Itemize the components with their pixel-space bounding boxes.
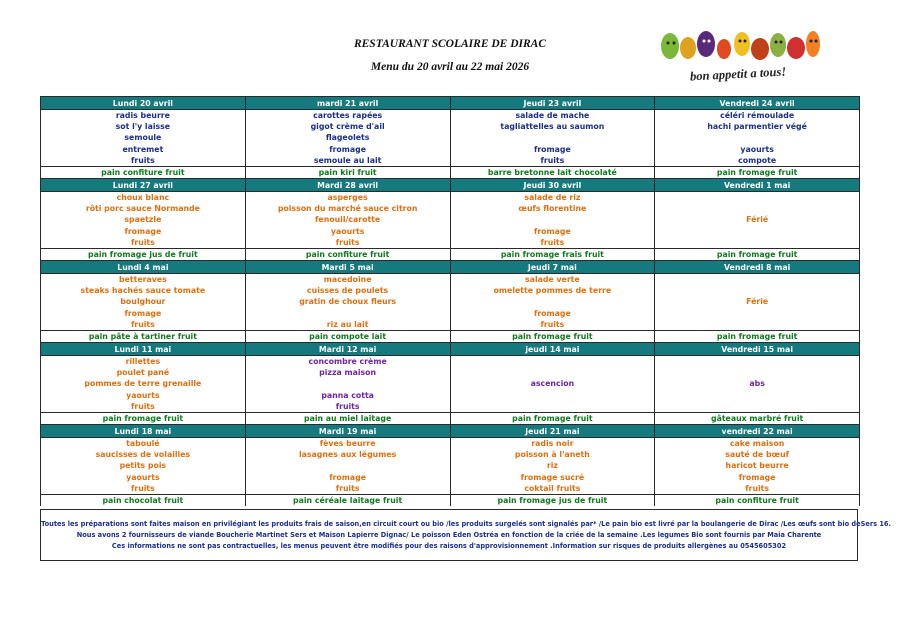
day-note: Férie bbox=[746, 297, 769, 307]
menu-item: fruits bbox=[540, 319, 565, 329]
page-title: RESTAURANT SCOLAIRE DE DIRAC bbox=[353, 38, 547, 50]
menu-item: poulet pané bbox=[116, 368, 170, 378]
menu-item: hachi parmentier végé bbox=[707, 122, 807, 132]
menu-item: yaourts bbox=[126, 472, 160, 482]
snack-item: gâteaux marbré fruit bbox=[655, 413, 860, 425]
menu-item: semoule au lait bbox=[313, 155, 382, 165]
menu-item: haricot beurre bbox=[725, 461, 789, 471]
day-header: Lundi 27 avril bbox=[41, 179, 246, 192]
day-header: Vendredi 1 mai bbox=[655, 179, 860, 192]
day-header: vendredi 22 mai bbox=[655, 425, 860, 438]
day-header: Lundi 18 mai bbox=[41, 425, 246, 438]
menu-item: œufs florentine bbox=[518, 204, 587, 214]
menu-item: fruits bbox=[130, 237, 155, 247]
menu-item: fruits bbox=[335, 401, 360, 411]
day-header: Mardi 28 avril bbox=[245, 179, 450, 192]
menu-item: céléri rémoulade bbox=[720, 111, 795, 120]
day-header: Vendredi 8 mai bbox=[655, 261, 860, 274]
day-menu bbox=[41, 110, 246, 167]
menu-item bbox=[451, 214, 655, 225]
menu-item: boulghour bbox=[120, 297, 166, 307]
information-notes bbox=[40, 509, 891, 561]
menu-item: salade verte bbox=[525, 275, 580, 284]
menu-item: radis noir bbox=[531, 439, 574, 448]
menu-item: fromage bbox=[533, 226, 571, 236]
day-header: Jeudi 21 mai bbox=[450, 425, 655, 438]
menu-item: omelette pommes de terre bbox=[493, 286, 612, 296]
menu-item: fromage bbox=[738, 472, 776, 482]
note-line: Toutes les préparations sont faites maison en privilégiant les produits frais de saison,en circuit court ou bio /les produits surgelés sont signalés par* /Le pain bio est livré par la boulangerie de Dirac /Les œufs sont bio deSers 16. bbox=[41, 520, 891, 528]
menu-item: lasagnes aux légumes bbox=[298, 450, 397, 460]
day-menu bbox=[450, 438, 655, 495]
menu-item: fenouil/carotte bbox=[315, 215, 381, 225]
menu-item: yaourts bbox=[126, 390, 160, 400]
day-header: Vendredi 24 avril bbox=[655, 97, 860, 110]
menu-item: fruits bbox=[335, 483, 360, 493]
menu-item: fruits bbox=[540, 155, 565, 165]
menu-item: cake maison bbox=[729, 439, 785, 448]
snack-item: pain kiri fruit bbox=[245, 167, 450, 179]
day-menu bbox=[41, 274, 246, 331]
snack-item: pain fromage jus de fruit bbox=[41, 249, 246, 261]
day-note: abs bbox=[749, 379, 765, 389]
day-menu bbox=[450, 356, 655, 413]
menu-item: gratin de choux fleurs bbox=[299, 297, 397, 307]
menu-item: steaks hachés sauce tomate bbox=[80, 286, 206, 296]
weekly-menu-table bbox=[40, 96, 860, 506]
snack-item: pain au miel laitage bbox=[245, 413, 450, 425]
menu-item: pommes de terre grenaille bbox=[84, 379, 202, 389]
snack-item: pain compote lait bbox=[245, 331, 450, 343]
menu-item: radis beurre bbox=[115, 111, 170, 120]
menu-item: fruits bbox=[540, 237, 565, 247]
day-menu bbox=[245, 438, 450, 495]
menu-item: tagliattelles au saumon bbox=[500, 122, 605, 132]
snack-item: pain pâte à tartiner fruit bbox=[41, 331, 246, 343]
menu-item: pizza maison bbox=[319, 368, 377, 378]
menu-item: choux blanc bbox=[116, 193, 170, 202]
day-note: Férié bbox=[746, 215, 769, 225]
day-header: Jeudi 7 mai bbox=[450, 261, 655, 274]
menu-item: fromage bbox=[533, 308, 571, 318]
snack-item: pain fromage jus de fruit bbox=[450, 495, 655, 507]
menu-item: spaetzle bbox=[124, 215, 162, 225]
snack-item: pain confiture fruit bbox=[655, 495, 860, 507]
snack-item: pain fromage fruit bbox=[655, 249, 860, 261]
day-menu bbox=[450, 192, 655, 249]
menu-item bbox=[451, 296, 655, 307]
menu-item: fruits bbox=[130, 483, 155, 493]
menu-item: macedoine bbox=[323, 275, 372, 284]
day-header: Jeudi 23 avril bbox=[450, 97, 655, 110]
day-menu bbox=[245, 110, 450, 167]
snack-item: barre bretonne lait chocolaté bbox=[450, 167, 655, 179]
menu-item: concombre crème bbox=[308, 357, 387, 366]
snack-item: pain céréale laitage fruit bbox=[245, 495, 450, 507]
day-header: Lundi 4 mai bbox=[41, 261, 246, 274]
menu-item bbox=[655, 132, 859, 143]
day-menu bbox=[655, 192, 860, 249]
menu-item: cuisses de poulets bbox=[307, 286, 389, 296]
menu-item: poisson du marché sauce citron bbox=[277, 204, 418, 214]
menu-item: rillettes bbox=[125, 357, 161, 366]
day-header: Mardi 5 mai bbox=[245, 261, 450, 274]
day-header: jeudi 14 mai bbox=[450, 343, 655, 356]
menu-item bbox=[246, 308, 450, 319]
menu-item: fromage bbox=[329, 472, 367, 482]
day-menu bbox=[245, 192, 450, 249]
menu-item: yaourts bbox=[330, 226, 365, 236]
menu-item: riz bbox=[546, 461, 558, 471]
menu-item bbox=[246, 460, 450, 471]
menu-item: fruits bbox=[335, 237, 360, 247]
day-header: Vendredi 15 mai bbox=[655, 343, 860, 356]
menu-item: fèves beurre bbox=[319, 439, 376, 448]
menu-item: coktail fruits bbox=[524, 483, 581, 493]
day-header: Mardi 19 mai bbox=[245, 425, 450, 438]
day-menu bbox=[41, 438, 246, 495]
menu-item: poisson à l'aneth bbox=[514, 450, 590, 460]
day-header: Mardi 12 mai bbox=[245, 343, 450, 356]
snack-item: pain confiture fruit bbox=[245, 249, 450, 261]
menu-item: semoule bbox=[124, 133, 162, 143]
day-menu bbox=[655, 274, 860, 331]
menu-item: fruits bbox=[130, 319, 155, 329]
menu-item: asperges bbox=[327, 193, 368, 202]
menu-item: carottes rapées bbox=[313, 111, 383, 120]
menu-item: petits pois bbox=[119, 461, 167, 471]
note-line: Ces informations ne sont pas contractuelles, les menus peuvent être modifiés pour des raisons d'approvisionnement .Information sur risques de produits allergènes au 0545605302 bbox=[111, 542, 787, 550]
tagline: bon appetit a tous! bbox=[689, 64, 787, 84]
menu-item: riz au lait bbox=[326, 319, 369, 329]
snack-item: pain fromage fruit bbox=[655, 331, 860, 343]
menu-item: fromage bbox=[533, 144, 571, 154]
menu-item: fromage bbox=[124, 308, 162, 318]
snack-item: pain fromage fruit bbox=[41, 413, 246, 425]
day-menu bbox=[41, 192, 246, 249]
menu-item: taboulé bbox=[126, 439, 160, 448]
menu-item: entremet bbox=[122, 144, 164, 154]
day-menu bbox=[245, 356, 450, 413]
menu-item: flageolets bbox=[325, 133, 370, 143]
menu-item: salade de riz bbox=[524, 193, 581, 202]
day-menu bbox=[655, 438, 860, 495]
menu-item: fromage bbox=[124, 226, 162, 236]
menu-item: sauté de bœuf bbox=[725, 450, 790, 460]
snack-item: pain fromage frais fruit bbox=[450, 249, 655, 261]
day-header: Jeudi 30 avril bbox=[450, 179, 655, 192]
day-menu bbox=[655, 356, 860, 413]
day-header: Lundi 11 mai bbox=[41, 343, 246, 356]
menu-item: gigot crème d'ail bbox=[310, 122, 385, 132]
menu-item: fromage bbox=[329, 144, 367, 154]
day-header: mardi 21 avril bbox=[245, 97, 450, 110]
day-menu bbox=[245, 274, 450, 331]
snack-item: pain chocolat fruit bbox=[41, 495, 246, 507]
menu-item: yaourts bbox=[740, 144, 774, 154]
menu-item: fruits bbox=[130, 155, 155, 165]
menu-item: fruits bbox=[130, 401, 155, 411]
menu-item: compote bbox=[738, 155, 777, 165]
menu-item: panna cotta bbox=[321, 390, 374, 400]
snack-item: pain confiture fruit bbox=[41, 167, 246, 179]
snack-item: pain fromage fruit bbox=[655, 167, 860, 179]
menu-item: betteraves bbox=[119, 275, 167, 284]
menu-item bbox=[246, 378, 450, 389]
menu-item: saucisses de volailles bbox=[95, 450, 191, 460]
day-menu bbox=[450, 274, 655, 331]
note-line: Nous avons 2 fournisseurs de viande Boucherie Martinet Sers et Maison Lapierre Dignac/ Le poisson Eden Ostréa en fonction de la criée de la semaine .Les legumes Bio sont fournis par Maia Charente bbox=[76, 531, 822, 539]
day-menu bbox=[655, 110, 860, 167]
menu-item: fromage sucré bbox=[520, 472, 585, 482]
day-menu bbox=[41, 356, 246, 413]
day-header: Lundi 20 avril bbox=[41, 97, 246, 110]
menu-item: sot l'y laisse bbox=[115, 122, 171, 132]
menu-item bbox=[451, 132, 655, 143]
day-note: ascencion bbox=[530, 379, 575, 389]
menu-item: rôti porc sauce Normande bbox=[85, 204, 200, 214]
day-menu bbox=[450, 110, 655, 167]
menu-item: fruits bbox=[745, 483, 770, 493]
snack-item: pain fromage fruit bbox=[450, 331, 655, 343]
menu-period-subtitle: Menu du 20 avril au 22 mai 2026 bbox=[370, 61, 530, 73]
snack-item: pain fromage fruit bbox=[450, 413, 655, 425]
menu-item: salade de mache bbox=[515, 111, 590, 120]
